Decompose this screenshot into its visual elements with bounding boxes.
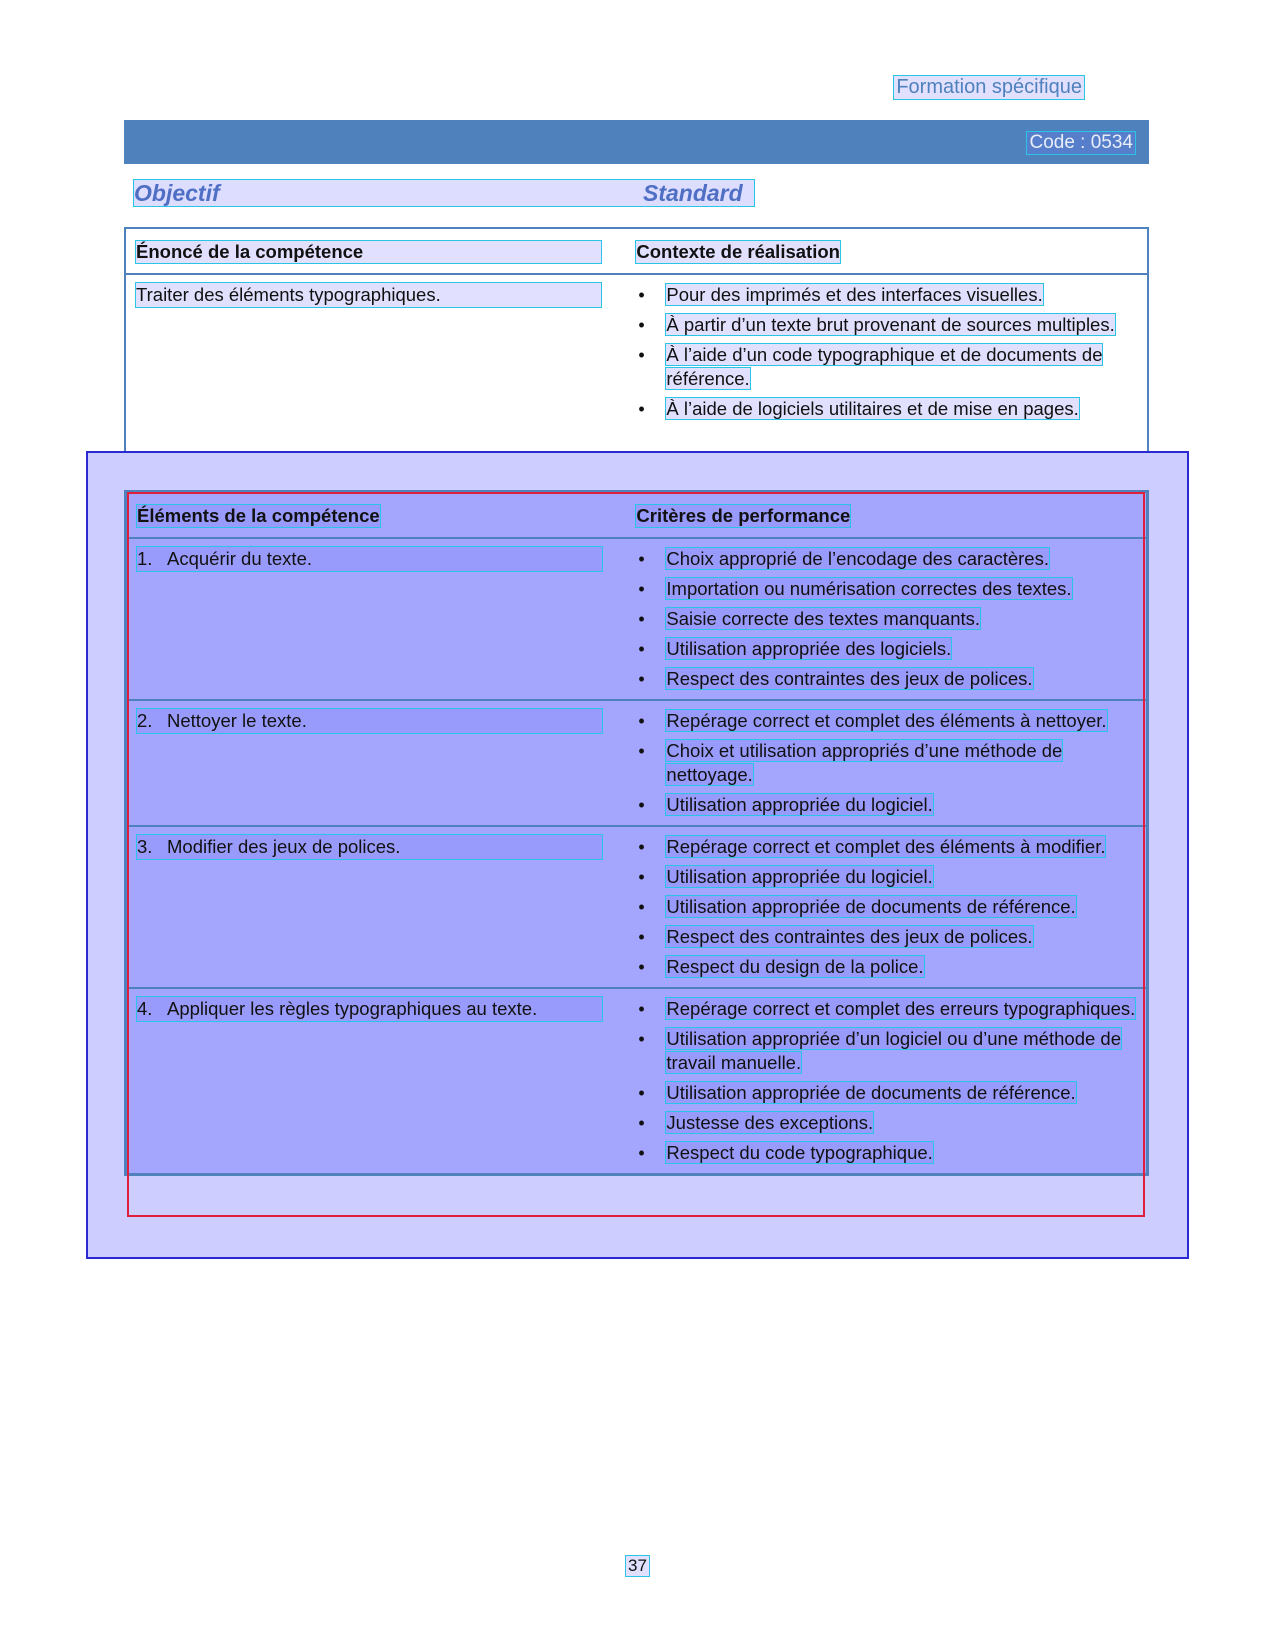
course-code: Code : 0534 — [1029, 132, 1133, 153]
table-row — [126, 988, 1148, 1175]
objective-title: Objectif — [134, 180, 220, 206]
element-number: 4. — [137, 998, 153, 1019]
element-number: 1. — [137, 548, 153, 569]
list-item: • Utilisation appropriée du logiciel. — [636, 865, 1136, 889]
list-item: • Respect des contraintes des jeux de polices. — [636, 667, 1136, 691]
list-item: • À partir d’un texte brut provenant de sources multiples. — [636, 313, 1137, 337]
elements-table — [124, 490, 1149, 1176]
list-item: • Utilisation appropriée de documents de référence. — [636, 895, 1136, 919]
list-item: • Repérage correct et complet des éléments à nettoyer. — [636, 709, 1136, 733]
list-item: • Justesse des exceptions. — [636, 1111, 1136, 1135]
list-item: • Repérage correct et complet des éléments à modifier. — [636, 835, 1136, 859]
list-item: • À l’aide d’un code typographique et de documents de référence. — [636, 343, 1137, 391]
table-row — [126, 538, 1148, 700]
element-number: 3. — [137, 836, 153, 857]
section-titles — [134, 180, 754, 206]
list-item: • Respect des contraintes des jeux de polices. — [636, 925, 1136, 949]
list-item: • Utilisation appropriée du logiciel. — [636, 793, 1136, 817]
list-item: • Respect du code typographique. — [636, 1141, 1136, 1165]
list-item: • Importation ou numérisation correctes des textes. — [636, 577, 1136, 601]
table-row — [126, 826, 1148, 988]
criteria-list — [636, 709, 1136, 817]
criteria-list — [636, 547, 1136, 691]
list-item: • Utilisation appropriée de documents de référence. — [636, 1081, 1136, 1105]
list-item: • Utilisation appropriée d’un logiciel ou d’une méthode de travail manuelle. — [636, 1027, 1136, 1075]
page-number: 37 — [628, 1556, 647, 1575]
program-label: Formation spécifique — [896, 76, 1082, 98]
competence-table — [124, 227, 1149, 465]
list-item: • Respect du design de la police. — [636, 955, 1136, 979]
criteria-list — [636, 835, 1136, 979]
element-label: Acquérir du texte. — [167, 548, 312, 569]
element-label: Nettoyer le texte. — [167, 710, 307, 731]
element-number: 2. — [137, 710, 153, 731]
code-bar — [124, 120, 1149, 164]
list-item: • Utilisation appropriée des logiciels. — [636, 637, 1136, 661]
criteria-list — [636, 997, 1136, 1165]
context-header: Contexte de réalisation — [636, 241, 840, 262]
list-item: • Choix approprié de l’encodage des caractères. — [636, 547, 1136, 571]
list-item: • Repérage correct et complet des erreurs typographiques. — [636, 997, 1136, 1021]
competence-statement: Traiter des éléments typographiques. — [136, 283, 601, 307]
list-item: • À l’aide de logiciels utilitaires et de mise en pages. — [636, 397, 1137, 421]
list-item: • Saisie correcte des textes manquants. — [636, 607, 1136, 631]
elements-header: Éléments de la compétence — [137, 505, 380, 526]
list-item: • Choix et utilisation appropriés d’une méthode de nettoyage. — [636, 739, 1136, 787]
standard-title: Standard — [643, 180, 743, 206]
criteria-header: Critères de performance — [636, 505, 851, 526]
list-item: • Pour des imprimés et des interfaces visuelles. — [636, 283, 1137, 307]
context-list — [636, 283, 1137, 421]
table-row — [126, 700, 1148, 826]
statement-header: Énoncé de la compétence — [136, 241, 601, 263]
element-label: Modifier des jeux de polices. — [167, 836, 401, 857]
element-label: Appliquer les règles typographiques au texte. — [167, 998, 538, 1019]
